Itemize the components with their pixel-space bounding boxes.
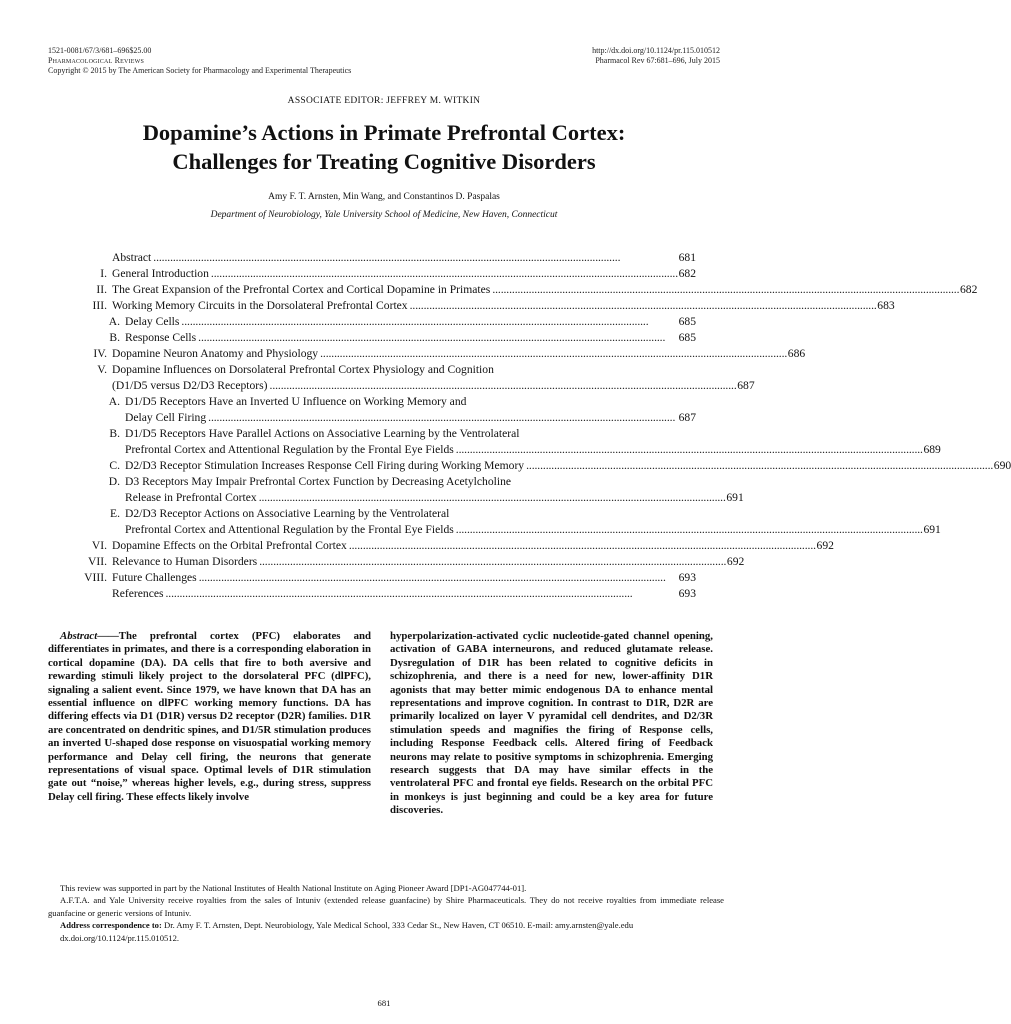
title-line-1: Dopamine’s Actions in Primate Prefrontal Cortex:	[142, 120, 626, 145]
abstract-right-column	[390, 630, 713, 818]
conflict-footnote: A.F.T.A. and Yale University receive royalties from the sales of Intuniv (extended release guanfacine) by Shire Pharmaceuticals. They do not receive royalties from immediate release guanfacine or generic versions of Intuniv.	[48, 895, 724, 918]
dot-leader	[270, 378, 736, 394]
dot-leader	[181, 314, 676, 330]
toc-page-number: 692	[726, 555, 745, 568]
dot-leader	[211, 266, 677, 282]
toc-subentry[interactable]	[60, 474, 696, 490]
toc-entry-title: Abstract	[112, 251, 152, 264]
toc-entry-title: Delay Cells	[125, 315, 180, 328]
journal-name: Pharmacological Reviews	[48, 56, 145, 65]
toc-subentry[interactable]	[60, 314, 696, 330]
toc-section-number: IV.	[93, 347, 107, 360]
toc-page-number: 685	[678, 331, 696, 344]
toc-entry-title: Response Cells	[125, 331, 197, 344]
dot-leader	[349, 538, 815, 554]
correspondence-footnote	[48, 919, 724, 931]
dot-leader	[259, 490, 725, 506]
toc-entry-title: Delay Cell Firing	[125, 411, 207, 424]
toc-entry-title: (D1/D5 versus D2/D3 Receptors)	[112, 379, 268, 392]
toc-subsection-letter: E.	[110, 507, 120, 520]
dot-leader	[320, 346, 786, 362]
dot-leader	[410, 298, 876, 314]
toc-page-number: 693	[678, 571, 696, 584]
dot-leader	[456, 522, 922, 538]
citation-line: Pharmacol Rev 67:681–696, July 2015	[595, 56, 720, 65]
toc-entry[interactable]	[60, 570, 696, 586]
footnotes	[48, 882, 724, 944]
toc-subsection-letter: B.	[109, 331, 120, 344]
toc-entry-title: The Great Expansion of the Prefrontal Cortex and Cortical Dopamine in Primates	[112, 283, 491, 296]
abstract-label: Abstract	[60, 630, 98, 642]
dot-leader	[259, 554, 725, 570]
toc-section-number: VIII.	[84, 571, 107, 584]
journal-header-right	[592, 46, 720, 66]
correspondence-label: Address correspondence to:	[60, 920, 162, 931]
toc-subentry-continued[interactable]	[60, 490, 744, 506]
toc-entry[interactable]	[60, 586, 696, 602]
toc-entry[interactable]	[60, 362, 696, 378]
toc-entry[interactable]	[60, 250, 696, 266]
toc-page-number: 685	[678, 315, 696, 328]
toc-subentry-continued[interactable]	[60, 442, 941, 458]
toc-subentry-continued[interactable]	[60, 522, 941, 538]
toc-page-number: 682	[960, 283, 978, 296]
toc-entry-title: Dopamine Effects on the Orbital Prefrontal Cortex	[112, 539, 347, 552]
toc-entry[interactable]	[60, 266, 696, 282]
table-of-contents	[60, 250, 1011, 602]
toc-entry-title: Future Challenges	[112, 571, 197, 584]
toc-section-number: II.	[96, 283, 107, 296]
toc-entry-title: Prefrontal Cortex and Attentional Regulation by the Frontal Eye Fields	[125, 523, 454, 536]
toc-section-number: V.	[97, 363, 107, 376]
toc-entry-title: D2/D3 Receptor Stimulation Increases Response Cell Firing during Working Memory	[125, 459, 525, 472]
toc-page-number: 681	[678, 251, 696, 264]
toc-entry-title: Dopamine Neuron Anatomy and Physiology	[112, 347, 319, 360]
toc-entry-title: Prefrontal Cortex and Attentional Regulation by the Frontal Eye Fields	[125, 443, 454, 456]
dot-leader	[208, 410, 676, 426]
toc-page-number: 689	[923, 443, 941, 456]
toc-page-number: 691	[923, 523, 941, 536]
toc-page-number: 690	[993, 459, 1011, 472]
toc-entry-title: References	[112, 587, 164, 600]
toc-entry-continued[interactable]	[60, 378, 755, 394]
issn-line: 1521-0081/67/3/681–696$25.00	[48, 46, 152, 55]
toc-entry[interactable]	[60, 538, 834, 554]
toc-page-number: 691	[726, 491, 744, 504]
associate-editor: ASSOCIATE EDITOR: JEFFREY M. WITKIN	[287, 96, 481, 106]
toc-subsection-letter: C.	[109, 459, 120, 472]
toc-subentry[interactable]	[60, 426, 696, 442]
toc-page-number: 692	[816, 539, 834, 552]
toc-subentry[interactable]	[60, 394, 696, 410]
toc-entry-title: Dopamine Influences on Dorsolateral Prefrontal Cortex Physiology and Cognition	[112, 363, 494, 376]
toc-entry[interactable]	[60, 298, 895, 314]
toc-section-number: I.	[100, 267, 107, 280]
toc-page-number: 683	[877, 299, 895, 312]
toc-entry[interactable]	[60, 554, 745, 570]
toc-page-number: 687	[678, 411, 696, 424]
toc-entry-title: D2/D3 Receptor Actions on Associative Learning by the Ventrolateral	[125, 507, 450, 520]
toc-page-number: 687	[737, 379, 755, 392]
toc-subsection-letter: A.	[108, 315, 120, 328]
toc-page-number: 682	[678, 267, 696, 280]
article-title	[40, 118, 728, 176]
affiliation: Department of Neurobiology, Yale University School of Medicine, New Haven, Connecticut	[210, 210, 558, 220]
toc-subentry[interactable]	[60, 506, 696, 522]
journal-header-left	[48, 46, 351, 76]
toc-entry[interactable]	[60, 282, 978, 298]
toc-entry-title: D1/D5 Receptors Have Parallel Actions on Associative Learning by the Ventrolateral	[125, 427, 520, 440]
toc-entry-title: D1/D5 Receptors Have an Inverted U Influence on Working Memory and	[125, 395, 467, 408]
dot-leader	[456, 442, 922, 458]
toc-entry-title: Working Memory Circuits in the Dorsolateral Prefrontal Cortex	[112, 299, 408, 312]
doi-link[interactable]: http://dx.doi.org/10.1124/pr.115.010512	[592, 46, 720, 55]
toc-entry-title: General Introduction	[112, 267, 209, 280]
author-list: Amy F. T. Arnsten, Min Wang, and Constantinos D. Paspalas	[268, 192, 500, 202]
dot-leader	[199, 570, 677, 586]
toc-section-number: VI.	[91, 539, 107, 552]
toc-subentry-continued[interactable]	[60, 410, 696, 426]
dot-leader	[166, 586, 677, 602]
abstract-text-part-2: hyperpolarization-activated cyclic nucleotide-gated channel opening, activation of GABA interneurons, and reduced glutamate release. Dysregulation of D1R has been related to cognitive deficits in schizophrenia, and there is a need for new, lower-affinity D1R agonists that may better mimic endogenous DA to enhance mental representations and improve cognition. In contrast to D1R, D2R are primarily localized on layer V pyramidal cell dendrites, and D2/3R stimulation speeds and magnifies the firing of Response cells, including Response Feedback cells. Altered firing of Feedback neurons may relate to positive symptoms in schizophrenia. Emerging research suggests that DA may have similar effects in the ventrolateral PFC and frontal eye fields. Research on the orbital PFC in monkeys is just beginning and could be a key area for future discoveries.	[390, 630, 713, 817]
abstract-text-part-1: The prefrontal cortex (PFC) elaborates and differentiates in primates, and there is a corresponding elaboration in cortical dopamine (DA). DA cells that fire to both aversive and rewarding stimuli likely project to the dorsolateral PFC (dlPFC), signaling a salient event. Since 1979, we have known that DA has an essential influence on dlPFC working memory functions. DA has differing effects via D1 (D1R) versus D2 receptor (D2R) families. D1R are concentrated on dendritic spines, and D1/5R stimulation produces an inverted U-shaped dose response on visuospatial working memory performance and Delay cell firing, the neurons that generate representations of visual space. Optimal levels of D1R stimulation gate out “noise,” whereas higher levels, e.g., during stress, suppress Delay cell firing. These effects likely involve	[48, 630, 371, 803]
dot-leader	[492, 282, 958, 298]
doi-footnote[interactable]: dx.doi.org/10.1124/pr.115.010512.	[60, 932, 180, 943]
toc-entry-title: Relevance to Human Disorders	[112, 555, 258, 568]
toc-subsection-letter: A.	[108, 395, 120, 408]
toc-subsection-letter: D.	[108, 475, 120, 488]
toc-page-number: 686	[787, 347, 806, 360]
toc-entry[interactable]	[60, 346, 806, 362]
toc-section-number: III.	[92, 299, 107, 312]
dot-leader	[526, 458, 992, 474]
correspondence-text: Dr. Amy F. T. Arnsten, Dept. Neurobiology, Yale Medical School, 333 Cedar St., New Haven, CT 06510. E-mail: amy.arnsten@yale.edu	[161, 920, 634, 931]
toc-subsection-letter: B.	[109, 427, 120, 440]
copyright-line: Copyright © 2015 by The American Society for Pharmacology and Experimental Therapeutics	[48, 66, 352, 75]
dot-leader	[198, 330, 676, 346]
toc-subentry[interactable]	[60, 458, 1011, 474]
abstract-left-column	[48, 630, 371, 804]
toc-entry-title: D3 Receptors May Impair Prefrontal Cortex Function by Decreasing Acetylcholine	[125, 475, 512, 488]
title-line-2: Challenges for Treating Cognitive Disorders	[172, 149, 596, 174]
toc-page-number: 693	[678, 587, 696, 600]
funding-footnote: This review was supported in part by the National Institutes of Health National Institute on Aging Pioneer Award [DP1-AG047744-01].	[60, 883, 527, 893]
page-number: 681	[377, 998, 391, 1008]
dot-leader	[153, 250, 676, 266]
toc-section-number: VII.	[88, 555, 107, 568]
toc-entry-title: Release in Prefrontal Cortex	[125, 491, 257, 504]
toc-subentry[interactable]	[60, 330, 696, 346]
abstract-dash: ——	[97, 630, 119, 642]
